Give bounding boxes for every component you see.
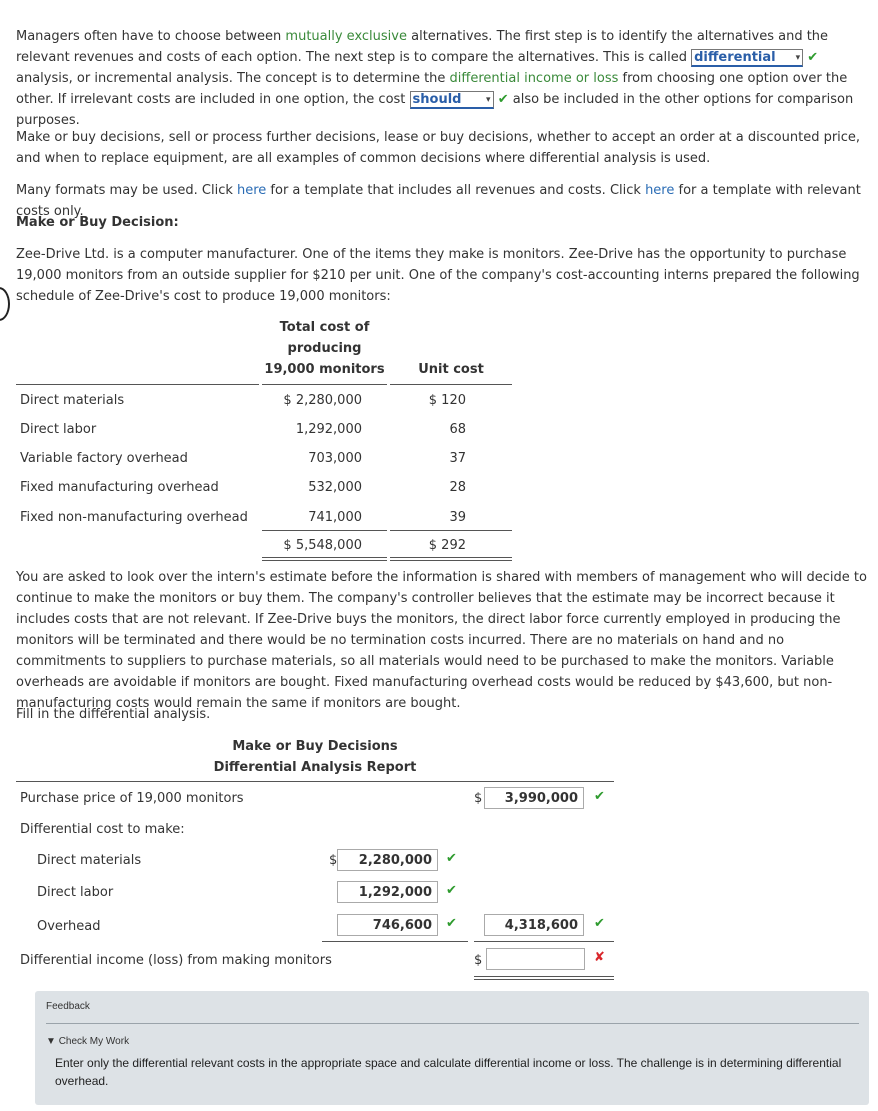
page-edge-marker: [0, 287, 10, 321]
row-unit: 68: [449, 422, 466, 437]
double-underline: [390, 557, 512, 558]
row-unit: 39: [449, 510, 466, 525]
report-subtitle: Differential Analysis Report: [213, 760, 417, 775]
check-icon: ✔: [594, 789, 605, 804]
row-label: Variable factory overhead: [20, 451, 188, 466]
total-cost-to-make-input[interactable]: 4,318,600: [484, 914, 584, 936]
should-dropdown[interactable]: should ▾: [410, 91, 494, 109]
overhead-input[interactable]: 746,600: [337, 914, 438, 936]
x-icon: ✘: [594, 950, 605, 965]
row-unit: 28: [449, 480, 466, 495]
divider: [46, 1023, 859, 1024]
direct-materials-input[interactable]: 2,280,000: [337, 849, 438, 871]
differential-income-label: Differential income (loss) from making monitors: [20, 953, 332, 968]
report-title: Make or Buy Decisions: [232, 739, 398, 754]
template-relevant-link[interactable]: here: [645, 183, 675, 198]
term-mutually-exclusive[interactable]: mutually exclusive: [285, 29, 407, 44]
col-unit-header: Unit cost: [418, 362, 484, 377]
double-underline: [262, 560, 387, 561]
col-total-header: Total cost of producing 19,000 monitors: [264, 320, 385, 377]
divider: [262, 530, 387, 531]
row-label: Direct labor: [20, 422, 97, 437]
overhead-label: Overhead: [37, 919, 101, 934]
divider: [390, 530, 512, 531]
direct-labor-input[interactable]: 1,292,000: [337, 881, 438, 903]
chevron-down-icon: ▾: [795, 53, 801, 63]
template-paragraph: Many formats may be used. Click here for a template that includes all revenues and costs. Click here for a template with relevant costs only.: [16, 183, 861, 219]
dollar-sign: $: [329, 853, 338, 868]
purchase-price-input[interactable]: 3,990,000: [484, 787, 584, 809]
feedback-panel: [35, 991, 869, 1105]
feedback-text: Enter only the differential relevant costs in the appropriate space and calculate differential income or loss. The challenge is in determining differential overhead.: [55, 1056, 842, 1088]
row-total: $ 2,280,000: [283, 393, 362, 408]
check-icon: ✔: [446, 851, 457, 866]
differential-dropdown[interactable]: differential ▾: [691, 49, 803, 67]
row-total: 703,000: [308, 451, 362, 466]
check-icon: ✔: [594, 916, 605, 931]
row-unit: $ 120: [428, 393, 466, 408]
differential-income-input[interactable]: [486, 948, 585, 970]
term-differential-income[interactable]: differential income or loss: [449, 71, 619, 86]
instruction-text: Fill in the differential analysis.: [16, 707, 211, 722]
purchase-price-label: Purchase price of 19,000 monitors: [20, 791, 244, 806]
row-label: Fixed manufacturing overhead: [20, 480, 219, 495]
controller-paragraph: You are asked to look over the intern's estimate before the information is shared with members of management who will decide to continue to make the monitors or buy them. The company's controller believes that the estimate may be incorrect because it includes costs that are not relevant. If Zee-Drive buys the monitors, the direct labor force currently employed in producing the monitors will be terminated and there would be no termination costs incurred. There are no materials on hand and no commitments to suppliers to purchase materials, so all materials would need to be purchased to make the monitors. Variable overheads are avoidable if monitors are bought. Fixed manufacturing overhead costs would be reduced by $43,600, but non-manufacturing costs would remain the same if monitors are bought.: [16, 570, 867, 711]
triangle-down-icon: ▼: [46, 1036, 56, 1047]
scenario-paragraph: Zee-Drive Ltd. is a computer manufacturer. One of the items they make is monitors. Zee-Drive has the opportunity to purchase 19,000 monitors from an outside supplier for $210 per unit. One of the company's cost-accounting interns prepared the following schedule of Zee-Drive's cost to produce 19,000 monitors:: [16, 247, 860, 304]
chevron-down-icon: ▾: [486, 95, 491, 105]
divider: [16, 781, 614, 782]
total-unit: $ 292: [428, 538, 466, 553]
check-icon: ✔: [446, 916, 457, 931]
decisions-paragraph: Make or buy decisions, sell or process further decisions, lease or buy decisions, whether to accept an order at a discounted price, and when to replace equipment, are all examples of common decisions where differential analysis is used.: [16, 130, 861, 166]
double-underline: [474, 976, 614, 977]
dollar-sign: $: [474, 953, 483, 968]
divider: [322, 941, 468, 942]
row-label: Direct materials: [20, 393, 125, 408]
check-icon: ✔: [807, 50, 819, 65]
template-all-link[interactable]: here: [237, 183, 267, 198]
divider: [474, 941, 614, 942]
row-total: 1,292,000: [295, 422, 362, 437]
row-unit: 37: [449, 451, 466, 466]
double-underline: [262, 557, 387, 558]
divider: [16, 384, 259, 385]
feedback-title: Feedback: [46, 1001, 90, 1012]
divider: [262, 384, 387, 385]
check-icon: ✔: [497, 92, 509, 107]
total-cost: $ 5,548,000: [283, 538, 362, 553]
check-my-work-toggle[interactable]: ▼ Check My Work: [46, 1036, 130, 1047]
intro-paragraph: Managers often have to choose between mutually exclusive alternatives. The first step is to identify the alternatives and the relevant revenues and costs of each option. The next step is to compare the alternatives. This is called differential ▾ ✔ analysis, or incremental analysis. The concept is to determine the differential income or loss from choosing one option over the other. If irrelevant costs are included in one option, the cost should ▾ ✔ also be included in the other options for comparison purposes.: [16, 29, 854, 128]
differential-cost-label: Differential cost to make:: [20, 822, 185, 837]
section-heading: Make or Buy Decision:: [16, 215, 179, 230]
direct-labor-label: Direct labor: [37, 885, 114, 900]
row-total: 532,000: [308, 480, 362, 495]
double-underline: [390, 560, 512, 561]
dollar-sign: $: [474, 791, 483, 806]
divider: [390, 384, 512, 385]
double-underline: [474, 979, 614, 980]
direct-materials-label: Direct materials: [37, 853, 142, 868]
check-icon: ✔: [446, 883, 457, 898]
row-label: Fixed non-manufacturing overhead: [20, 510, 248, 525]
row-total: 741,000: [308, 510, 362, 525]
